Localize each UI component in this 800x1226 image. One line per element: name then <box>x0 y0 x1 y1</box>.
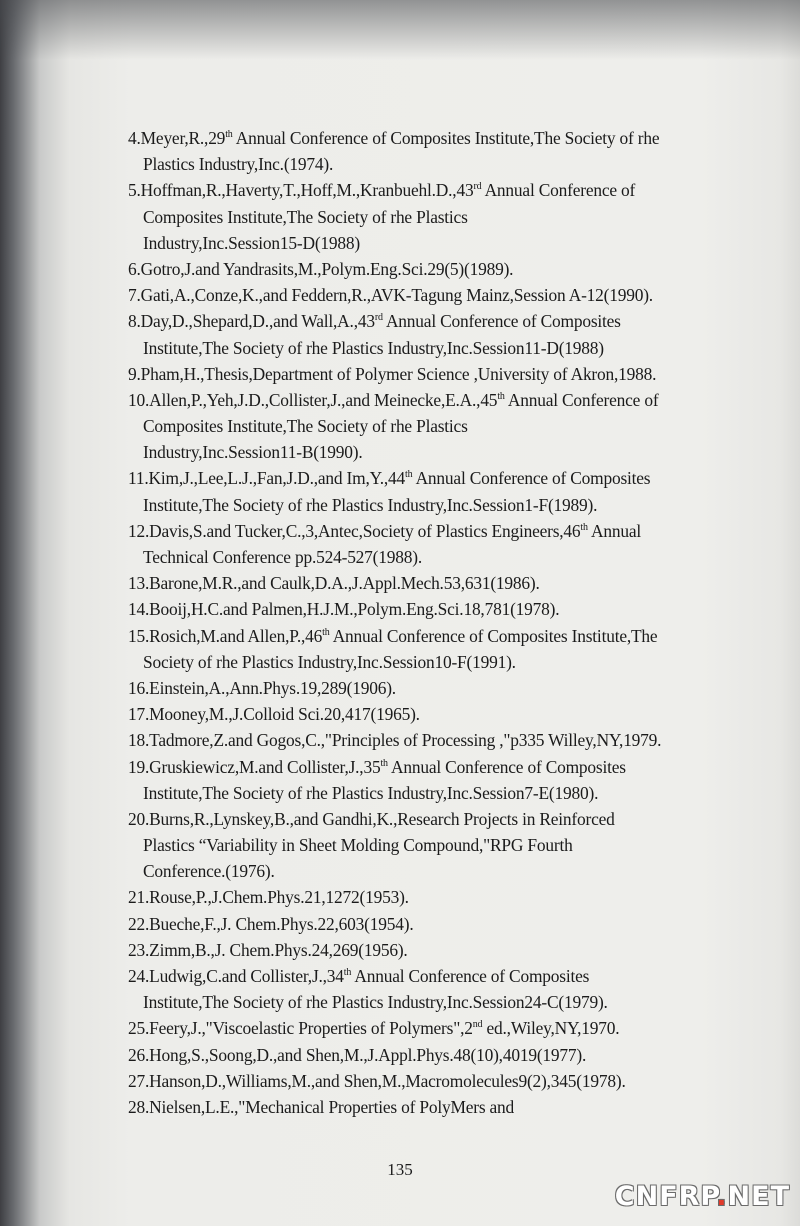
reference-line <box>128 177 708 203</box>
reference-line <box>128 963 708 989</box>
reference-entry <box>128 675 708 701</box>
reference-line <box>128 1015 708 1041</box>
reference-text: Hanson,D.,Williams,M.,and Shen,M.,Macromolecules9(2),345(1978). <box>149 1070 626 1091</box>
reference-entry <box>128 701 708 727</box>
superscript: rd <box>374 312 383 324</box>
reference-line <box>128 596 708 622</box>
reference-line <box>128 675 708 701</box>
reference-line <box>128 1042 708 1068</box>
reference-number: 19. <box>128 756 150 777</box>
reference-text: Ludwig,C.and Collister,J.,34 <box>149 966 344 986</box>
reference-line <box>128 256 708 282</box>
reference-entry <box>128 596 708 622</box>
reference-text: Burns,R.,Lynskey,B.,and Gandhi,K.,Research Projects in Reinforced <box>149 808 615 829</box>
reference-text: Booij,H.C.and Palmen,H.J.M.,Polym.Eng.Sci.18,781(1978). <box>149 599 560 620</box>
reference-text: Annual Conference of <box>481 180 636 201</box>
reference-line <box>128 361 708 387</box>
reference-text: Gruskiewicz,M.and Collister,J.,35 <box>149 756 381 777</box>
reference-line <box>128 727 708 753</box>
reference-continuation: Plastics “Variability in Sheet Molding Compound,"RPG Fourth <box>143 835 573 856</box>
reference-number: 10. <box>128 389 150 410</box>
reference-number: 11. <box>128 468 149 489</box>
reference-continuation: Plastics Industry,Inc.(1974). <box>143 154 334 175</box>
reference-continuation: Institute,The Society of rhe Plastics Industry,Inc.Session11-D(1988) <box>143 337 604 358</box>
superscript: nd <box>472 1019 483 1031</box>
reference-entry <box>128 1068 708 1094</box>
reference-number: 24. <box>128 966 150 986</box>
reference-line <box>128 308 708 334</box>
reference-text: Hong,S.,Soong,D.,and Shen,M.,J.Appl.Phys.48(10),4019(1977). <box>149 1044 587 1065</box>
reference-text: Barone,M.R.,and Caulk,D.A.,J.Appl.Mech.53,631(1986). <box>149 573 540 594</box>
reference-line <box>128 1094 708 1120</box>
reference-list <box>128 125 708 1120</box>
reference-continuation: Society of rhe Plastics Industry,Inc.Session10-F(1991). <box>143 651 516 672</box>
reference-line <box>128 911 708 937</box>
reference-text: Einstein,A.,Ann.Phys.19,289(1906). <box>149 677 396 698</box>
reference-entry <box>128 177 708 256</box>
reference-number: 28. <box>128 1096 150 1117</box>
reference-text: Annual <box>587 520 641 541</box>
reference-text: Annual Conference of Composites <box>351 966 590 986</box>
reference-text: Tadmore,Z.and Gogos,C.,"Principles of Processing ,"p335 Willey,NY,1979. <box>149 730 662 751</box>
reference-continuation: Industry,Inc.Session11-B(1990). <box>143 442 363 463</box>
reference-entry <box>128 570 708 596</box>
reference-continuation: Composites Institute,The Society of rhe Plastics <box>143 206 468 227</box>
reference-number: 15. <box>128 625 150 646</box>
reference-entry <box>128 727 708 753</box>
reference-line <box>128 937 708 963</box>
reference-number: 26. <box>128 1044 150 1065</box>
reference-number: 4. <box>128 128 141 148</box>
reference-continuation: Industry,Inc.Session15-D(1988) <box>143 232 360 253</box>
reference-entry <box>128 308 708 360</box>
page-number: 135 <box>387 1160 413 1179</box>
reference-line <box>128 754 708 780</box>
reference-number: 22. <box>128 913 150 934</box>
reference-continuation: Technical Conference pp.524-527(1988). <box>143 547 422 567</box>
superscript: th <box>343 967 352 978</box>
reference-number: 23. <box>128 939 150 960</box>
reference-text: Annual Conference of <box>504 389 659 410</box>
reference-number: 16. <box>128 677 150 698</box>
reference-entry <box>128 937 708 963</box>
reference-continuation: Institute,The Society of rhe Plastics Industry,Inc.Session24-C(1979). <box>143 992 608 1013</box>
superscript: th <box>580 521 588 533</box>
reference-text: Hoffman,R.,Haverty,T.,Hoff,M.,Kranbuehl.D.,43 <box>140 180 474 201</box>
reference-number: 7. <box>128 285 141 306</box>
reference-entry <box>128 1042 708 1068</box>
reference-text: Annual Conference of Composites <box>387 756 626 777</box>
reference-line <box>128 701 708 727</box>
reference-entry <box>128 518 708 570</box>
reference-entry <box>128 361 708 387</box>
reference-text: Annual Conference of Composites Institute,The Society of rhe <box>232 128 660 148</box>
reference-line <box>128 282 708 308</box>
reference-number: 8. <box>128 311 141 332</box>
reference-entry <box>128 806 708 885</box>
reference-line <box>128 884 708 910</box>
reference-number: 14. <box>128 599 150 620</box>
superscript: rd <box>473 181 482 193</box>
reference-text: Kim,J.,Lee,L.J.,Fan,J.D.,and Im,Y.,44 <box>148 468 405 489</box>
reference-text: Davis,S.and Tucker,C.,3,Antec,Society of Plastics Engineers,46 <box>149 520 581 541</box>
reference-number: 27. <box>128 1070 150 1091</box>
reference-text: Pham,H.,Thesis,Department of Polymer Science ,University of Akron,1988. <box>140 363 657 384</box>
reference-text: Annual Conference of Composites Institute,The <box>329 625 658 646</box>
reference-number: 18. <box>128 730 150 751</box>
reference-entry <box>128 1094 708 1120</box>
watermark-left: CNFRP <box>614 1181 717 1212</box>
reference-text: Feery,J.,"Viscoelastic Properties of Polymers",2 <box>149 1018 473 1039</box>
watermark-right: NET <box>727 1181 790 1212</box>
reference-line <box>128 806 708 832</box>
reference-number: 25. <box>128 1018 150 1039</box>
superscript: th <box>497 390 505 402</box>
site-watermark <box>615 1181 790 1212</box>
reference-text: Meyer,R.,29 <box>140 128 226 148</box>
reference-number: 12. <box>128 520 150 541</box>
reference-number: 17. <box>128 704 150 725</box>
reference-text: Annual Conference of Composites <box>412 468 651 489</box>
reference-continuation: Conference.(1976). <box>143 861 275 882</box>
reference-line <box>128 387 708 413</box>
reference-line <box>128 465 708 491</box>
reference-entry <box>128 911 708 937</box>
reference-entry <box>128 884 708 910</box>
reference-entry <box>128 963 708 1015</box>
reference-text: Nielsen,L.E.,"Mechanical Properties of PolyMers and <box>149 1096 515 1117</box>
top-shadow <box>0 0 800 60</box>
reference-continuation: Composites Institute,The Society of rhe Plastics <box>143 416 468 437</box>
reference-number: 20. <box>128 808 150 829</box>
reference-text: Zimm,B.,J. Chem.Phys.24,269(1956). <box>149 939 408 960</box>
reference-number: 5. <box>128 180 141 201</box>
reference-text: Annual Conference of Composites <box>382 311 621 332</box>
reference-continuation: Institute,The Society of rhe Plastics Industry,Inc.Session7-E(1980). <box>143 782 599 803</box>
reference-line <box>128 570 708 596</box>
reference-entry <box>128 125 708 177</box>
reference-text: Gati,A.,Conze,K.,and Feddern,R.,AVK-Tagung Mainz,Session A-12(1990). <box>140 285 653 306</box>
reference-line <box>128 623 708 649</box>
reference-text: Mooney,M.,J.Colloid Sci.20,417(1965). <box>149 704 420 725</box>
reference-number: 13. <box>128 573 150 594</box>
reference-entry <box>128 754 708 806</box>
reference-entry <box>128 465 708 517</box>
reference-number: 6. <box>128 258 141 279</box>
reference-continuation: Institute,The Society of rhe Plastics Industry,Inc.Session1-F(1989). <box>143 494 598 515</box>
reference-number: 9. <box>128 363 141 384</box>
reference-line <box>128 125 708 151</box>
reference-number: 21. <box>128 887 150 908</box>
superscript: th <box>380 757 388 769</box>
superscript: th <box>322 626 330 638</box>
reference-entry <box>128 1015 708 1041</box>
reference-text: Rosich,M.and Allen,P.,46 <box>149 625 323 646</box>
watermark-dot: . <box>716 1181 728 1212</box>
reference-text: ed.,Wiley,NY,1970. <box>482 1018 620 1039</box>
reference-entry <box>128 387 708 466</box>
reference-text: Rouse,P.,J.Chem.Phys.21,1272(1953). <box>149 887 409 908</box>
reference-entry <box>128 256 708 282</box>
reference-text: Allen,P.,Yeh,J.D.,Collister,J.,and Meinecke,E.A.,45 <box>149 389 498 410</box>
superscript: th <box>225 129 233 140</box>
reference-line <box>128 518 708 544</box>
reference-entry <box>128 623 708 675</box>
reference-entry <box>128 282 708 308</box>
superscript: th <box>405 469 413 481</box>
reference-text: Gotro,J.and Yandrasits,M.,Polym.Eng.Sci.29(5)(1989). <box>140 258 514 279</box>
reference-line <box>128 1068 708 1094</box>
reference-text: Bueche,F.,J. Chem.Phys.22,603(1954). <box>149 913 414 934</box>
reference-text: Day,D.,Shepard,D.,and Wall,A.,43 <box>140 311 375 332</box>
